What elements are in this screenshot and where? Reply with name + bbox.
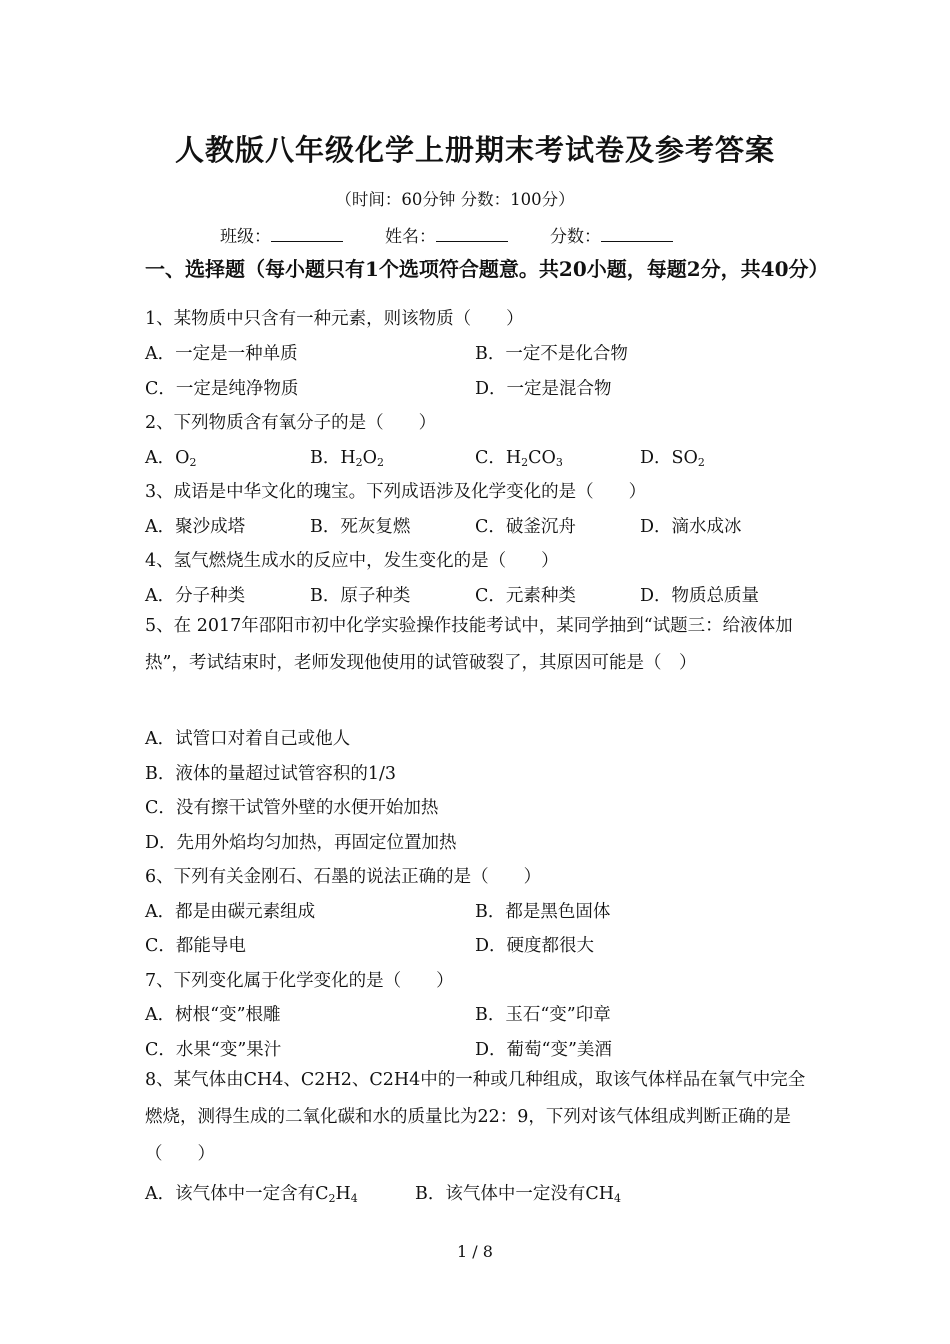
question-2-option-b: B．$H_2O_2$ bbox=[310, 448, 384, 469]
question-5-stem: 5、在 2017年邵阳市初中化学实验操作技能考试中，某同学抽到“试题三：给液体加热”，考试结束时，老师发现他使用的试管破裂了，其原因可能是（ ） bbox=[145, 616, 793, 673]
class-blank bbox=[271, 225, 343, 242]
question-1-stem: 1、某物质中只含有一种元素，则该物质（ ） bbox=[145, 309, 524, 329]
question-8-option-b: B．该气体中一定没有$CH_4$ bbox=[415, 1184, 622, 1205]
question-5-option-d: D．先用外焰均匀加热，再固定位置加热 bbox=[145, 833, 457, 853]
question-7-option-a: A．树根“变”根雕 bbox=[145, 1005, 281, 1025]
question-3-option-d: D．滴水成冰 bbox=[640, 517, 742, 537]
class-label: 班级： bbox=[220, 227, 271, 247]
question-3-option-a: A．聚沙成塔 bbox=[145, 517, 246, 537]
question-2-option-c: C．$H_2CO_3$ bbox=[475, 448, 563, 469]
question-5-option-c: C．没有擦干试管外壁的水便开始加热 bbox=[145, 798, 439, 818]
section-heading: 一、选择题（每小题只有1个选项符合题意。共20小题，每题2分，共40分） bbox=[145, 257, 829, 281]
question-6-option-c: C．都能导电 bbox=[145, 936, 246, 956]
question-2-option-d: D．$SO_2$ bbox=[640, 448, 705, 469]
question-7-option-b: B．玉石“变”印章 bbox=[475, 1005, 611, 1025]
score-label: 分数： bbox=[550, 227, 601, 247]
question-6-option-b: B．都是黑色固体 bbox=[475, 902, 611, 922]
question-2-option-a: A．$O_2$ bbox=[145, 448, 197, 469]
question-3-stem: 3、成语是中华文化的瑰宝。下列成语涉及化学变化的是（ ） bbox=[145, 482, 647, 502]
name-blank bbox=[436, 225, 508, 242]
question-1-option-d: D．一定是混合物 bbox=[475, 379, 612, 399]
info-fields bbox=[220, 222, 715, 247]
question-1-option-a: A．一定是一种单质 bbox=[145, 344, 298, 364]
question-3-option-c: C．破釜沉舟 bbox=[475, 517, 576, 537]
question-8-option-a: A．该气体中一定含有$C_2H_4$ bbox=[145, 1184, 358, 1205]
score-blank bbox=[601, 225, 673, 242]
question-7-stem: 7、下列变化属于化学变化的是（ ） bbox=[145, 971, 454, 991]
question-4-option-b: B．原子种类 bbox=[310, 586, 411, 606]
question-5-option-a: A．试管口对着自己或他人 bbox=[145, 729, 351, 749]
question-5-option-b: B．液体的量超过试管容积的1/3 bbox=[145, 764, 397, 784]
question-6-option-a: A．都是由碳元素组成 bbox=[145, 902, 316, 922]
question-1-option-c: C．一定是纯净物质 bbox=[145, 379, 299, 399]
exam-meta: （时间：60分钟 分数：100分） bbox=[335, 190, 575, 209]
question-1-option-b: B．一定不是化合物 bbox=[475, 344, 628, 364]
question-3-option-b: B．死灰复燃 bbox=[310, 517, 411, 537]
question-6-stem: 6、下列有关金刚石、石墨的说法正确的是（ ） bbox=[145, 867, 542, 887]
question-7-option-d: D．葡萄“变”美酒 bbox=[475, 1040, 612, 1060]
page-number: 1 / 8 bbox=[457, 1242, 493, 1261]
question-4-option-d: D．物质总质量 bbox=[640, 586, 760, 606]
question-4-option-a: A．分子种类 bbox=[145, 586, 246, 606]
page-title: 人教版八年级化学上册期末考试卷及参考答案 bbox=[174, 133, 775, 167]
name-label: 姓名： bbox=[385, 227, 436, 247]
question-4-stem: 4、氢气燃烧生成水的反应中，发生变化的是（ ） bbox=[145, 551, 559, 571]
question-6-option-d: D．硬度都很大 bbox=[475, 936, 595, 956]
question-4-option-c: C．元素种类 bbox=[475, 586, 576, 606]
question-8-stem: 8、某气体由CH4、C2H2、C2H4中的一种或几种组成，取该气体样品在氧气中完全燃烧，测得生成的二氧化碳和水的质量比为22：9，下列对该气体组成判断正确的是（ ） bbox=[145, 1070, 806, 1164]
question-2-stem: 2、下列物质含有氧分子的是（ ） bbox=[145, 413, 437, 433]
question-7-option-c: C．水果“变”果汁 bbox=[145, 1040, 282, 1060]
